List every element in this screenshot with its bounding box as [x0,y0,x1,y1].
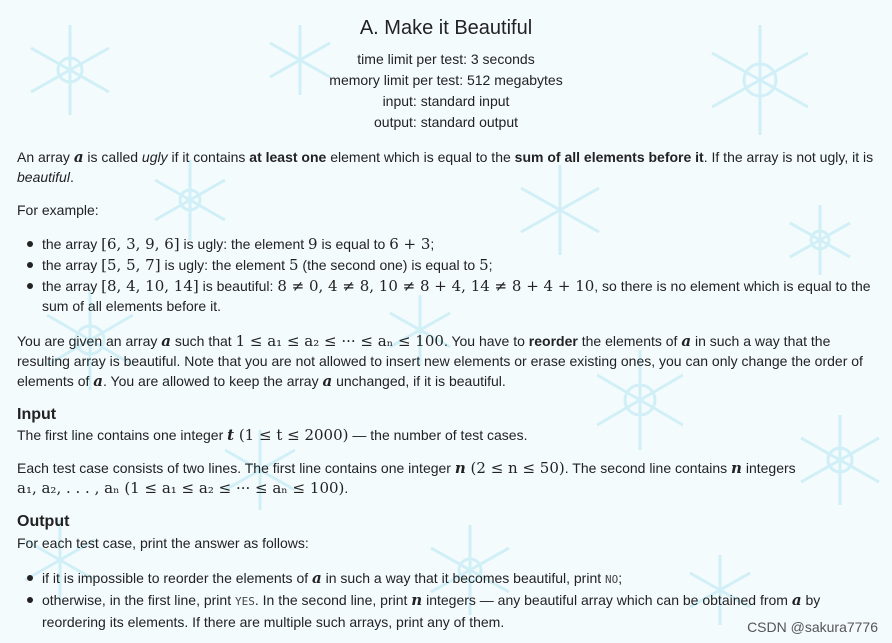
output-bullet-1: if it is impossible to reorder the elements of a in such a way that it becomes beautiful, print NO; [42,569,623,587]
bullet [27,262,33,268]
bullet [27,575,33,581]
output-line-1: For each test case, print the answer as follows: [17,535,309,551]
csdn-watermark: CSDN @sakura7776 [747,619,878,635]
bullet [27,597,33,603]
example-3: the array [8, 4, 10, 14] is beautiful: 8 ≠ 0, 4 ≠ 8, 10 ≠ 8 + 4, 14 ≠ 8 + 4 + 10, so there is no element which is equal to the sum of all elements before it. [42,277,871,314]
statement-paragraph-1: An array a is called ugly if it contains at least one element which is equal to the sum of all elements before it. If the array is not ugly, it is beautiful. [17,148,874,185]
example-1: the array [6, 3, 9, 6] is ugly: the element 9 is equal to 6 + 3; [42,235,435,253]
statement-paragraph-2: You are given an array a such that 1 ≤ a₁ ≤ a₂ ≤ ··· ≤ aₙ ≤ 100. You have to reorder the elements of a in such a way that the resulting array is beautiful. Note that you are not allowed to insert new elements or erase existing ones, you can only change the order of elements of a. You are allowed to keep the array a unchanged, if it is beautiful. [17,332,863,390]
bullet [27,241,33,247]
for-example-label: For example: [17,202,99,218]
output-file: output: standard output [374,114,518,130]
input-line-3: a₁, a₂, . . . , aₙ (1 ≤ a₁ ≤ a₂ ≤ ··· ≤ aₙ ≤ 100). [17,479,349,497]
example-2: the array [5, 5, 7] is ugly: the element 5 (the second one) is equal to 5; [42,256,493,274]
output-heading: Output [17,513,70,530]
problem-title: A. Make it Beautiful [359,17,533,39]
input-line-1: The first line contains one integer t (1 ≤ t ≤ 2000) — the number of test cases. [17,426,528,444]
input-line-2: Each test case consists of two lines. The first line contains one integer n (2 ≤ n ≤ 50). The second line contains n integers [17,459,796,477]
bullet [27,283,33,289]
memory-limit: memory limit per test: 512 megabytes [329,72,563,88]
time-limit: time limit per test: 3 seconds [357,51,535,67]
input-file: input: standard input [382,93,510,109]
input-heading: Input [17,406,57,423]
output-bullet-2: otherwise, in the first line, print YES. In the second line, print n integers — any beautiful array which can be obtained from a by reordering its elements. If there are multiple such arrays, print any of them. [42,591,821,630]
